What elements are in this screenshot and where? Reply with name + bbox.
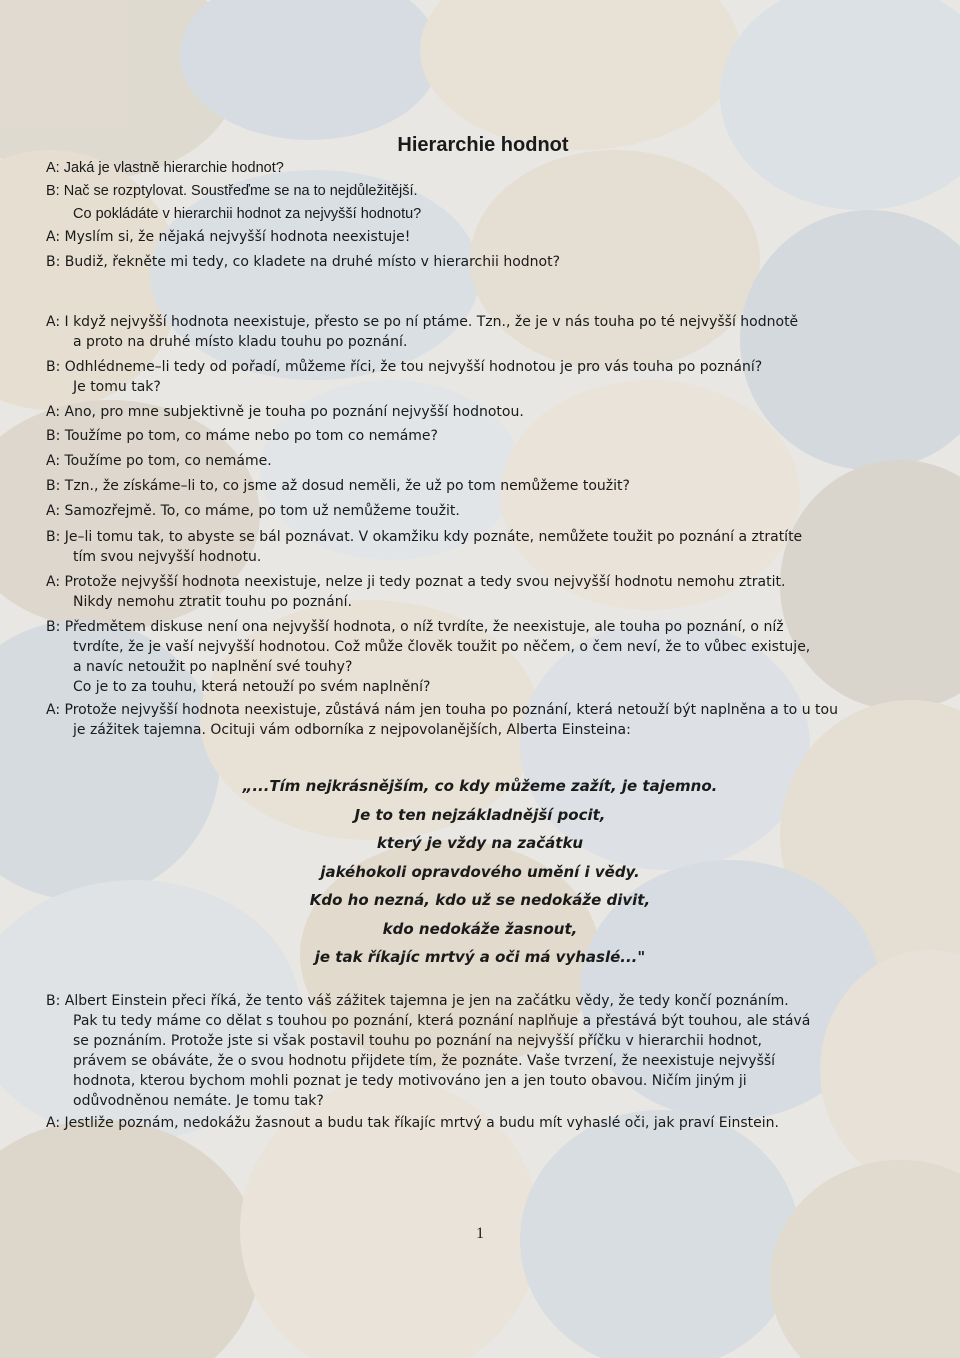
dialog-line: B: Tzn., že získáme–li to, co jsme až dosud neměli, že už po tom nemůžeme toužit?	[46, 478, 630, 494]
dialog-paragraph	[46, 501, 918, 521]
dialog-line: Je tomu tak?	[73, 379, 161, 395]
dialog-line: B: Albert Einstein přeci říká, že tento váš zážitek tajemna je jen na začátku vědy, že tedy končí poznáním.	[46, 993, 789, 1009]
quote-text: je tak říkajíc mrtvý a oči má vyhaslé...	[314, 948, 638, 966]
dialog-line: A: I když nejvyšší hodnota neexistuje, přesto se po ní ptáme. Tzn., že je v nás touha po té nejvyšší hodnotě	[46, 314, 799, 330]
page-number: 1	[476, 1225, 484, 1242]
quote-line: kdo nedokáže žasnout,	[382, 919, 578, 938]
quote-line	[0, 943, 960, 972]
dialog-paragraph	[46, 451, 918, 471]
dialog-line: A: Jestliže poznám, nedokážu žasnout a budu tak říkajíc mrtvý a budu mít vyhaslé oči, jak praví Einstein.	[46, 1115, 779, 1131]
dialog-paragraph	[46, 1113, 918, 1133]
quote-open-mark: „	[242, 777, 253, 795]
quote-line: Je to ten nejzákladnější pocit,	[354, 805, 606, 824]
quote-line	[0, 772, 960, 801]
dialog-line: Pak tu tedy máme co dělat s touhou po poznání, která poznání naplňuje a přestává být touhou, ale stává	[73, 1013, 811, 1029]
einstein-quote	[0, 772, 960, 972]
dialog-line: A: Jaká je vlastně hierarchie hodnot?	[46, 160, 284, 176]
dialog-line: A: Protože nejvyšší hodnota neexistuje, nelze ji tedy poznat a tedy svou nejvyšší hodnotu nemohu ztratit.	[46, 574, 786, 590]
quote-text: ...Tím nejkrásnějším, co kdy můžeme zažít, je tajemno.	[252, 777, 718, 795]
dialog-paragraph	[46, 527, 918, 567]
dialog-line: odůvodněnou nemáte. Je tomu tak?	[73, 1093, 324, 1109]
dialog-line: a navíc netoužit po naplnění své touhy?	[73, 659, 353, 675]
quote-close-mark: "	[637, 948, 646, 966]
dialog-line: B: Toužíme po tom, co máme nebo po tom co nemáme?	[46, 428, 438, 444]
dialog-line: A: Protože nejvyšší hodnota neexistuje, zůstává nám jen touha po poznání, která netouží být naplněna a to u tou	[46, 702, 838, 718]
quote-line: jakéhokoli opravdového umění i vědy.	[320, 862, 640, 881]
dialog-paragraph	[46, 402, 918, 422]
dialog-line: a proto na druhé místo kladu touhu po poznání.	[73, 334, 408, 350]
dialog-line: se poznáním. Protože jste si však postavil touhu po poznání na nejvyšší příčku v hierarchii hodnot,	[73, 1033, 762, 1049]
dialog-paragraph	[46, 357, 918, 397]
dialog-paragraph	[46, 572, 918, 612]
dialog-line: B: Budiž, řekněte mi tedy, co kladete na druhé místo v hierarchii hodnot?	[46, 254, 561, 270]
dialog-line: B: Nač se rozptylovat. Soustřeďme se na to nejdůležitější.	[46, 183, 418, 199]
dialog-line: B: Je–li tomu tak, to abyste se bál poznávat. V okamžiku kdy poznáte, nemůžete toužit po poznání a ztratíte	[46, 529, 803, 545]
dialog-paragraph	[46, 312, 918, 352]
dialog-line: A: Toužíme po tom, co nemáme.	[46, 453, 272, 469]
dialog-paragraph	[46, 617, 918, 697]
dialog-line: tím svou nejvyšší hodnotu.	[73, 549, 262, 565]
dialog-line: je zážitek tajemna. Ocituji vám odborníka z nejpovolanějších, Alberta Einsteina:	[73, 722, 631, 738]
dialog-paragraph	[46, 476, 918, 496]
dialog-line: Co je to za touhu, která netouží po svém naplnění?	[73, 679, 431, 695]
dialog-line: A: Ano, pro mne subjektivně je touha po poznání nejvyšší hodnotou.	[46, 404, 524, 420]
dialog-line: Nikdy nemohu ztratit touhu po poznání.	[73, 594, 352, 610]
document-title: Hierarchie hodnot	[397, 134, 569, 156]
quote-line: Kdo ho nezná, kdo už se nedokáže divit,	[309, 891, 651, 909]
dialog-line: Co pokládáte v hierarchii hodnot za nejvyšší hodnotu?	[73, 206, 422, 222]
dialog-line: hodnota, kterou bychom mohli poznat je tedy motivováno jen a jen touto obavou. Ničím jiným ji	[73, 1073, 747, 1089]
dialog-line: A: Samozřejmě. To, co máme, po tom už nemůžeme toužit.	[46, 503, 460, 519]
dialog-line: tvrdíte, že je vaší nejvyšší hodnotou. Což může člověk toužit po něčem, o čem neví, že to vůbec existuje,	[73, 639, 811, 655]
dialog-paragraph	[46, 991, 918, 1111]
dialog-intro	[46, 158, 926, 272]
dialog-line: B: Odhlédneme–li tedy od pořadí, můžeme říci, že tou nejvyšší hodnotou je pro vás touha po poznání?	[46, 359, 763, 375]
dialog-line: B: Předmětem diskuse není ona nejvyšší hodnota, o níž tvrdíte, že neexistuje, ale touha po poznání, o níž	[46, 619, 784, 635]
dialog-line: A: Myslím si, že nějaká nejvyšší hodnota neexistuje!	[46, 229, 411, 245]
dialog-line: právem se obáváte, že o svou hodnotu přijdete tím, že poznáte. Vaše tvrzení, že neexistuje nejvyšší	[73, 1053, 776, 1069]
dialog-paragraph	[46, 426, 918, 446]
quote-line: který je vždy na začátku	[376, 834, 584, 852]
dialog-paragraph	[46, 700, 918, 740]
